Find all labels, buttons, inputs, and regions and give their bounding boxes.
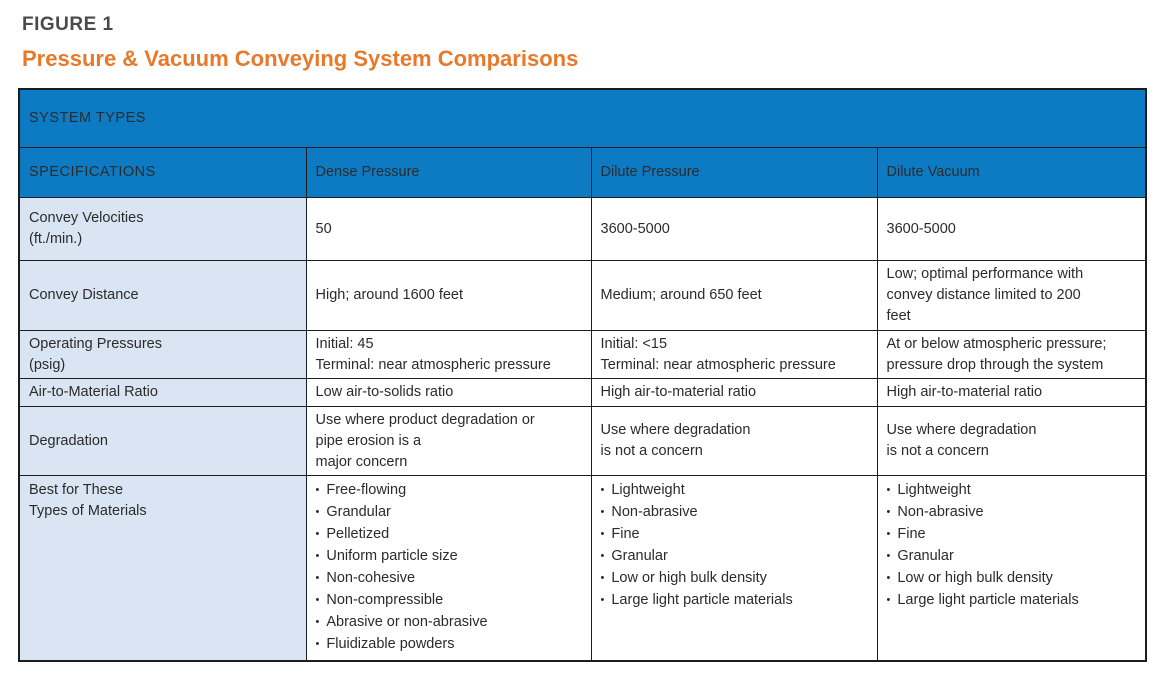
cell-dense-distance: High; around 1600 feet xyxy=(306,261,591,331)
cell-line: is not a concern xyxy=(886,443,989,459)
cell-dense-velocity: 50 xyxy=(306,198,591,261)
cell-line: Terminal: near atmospheric pressure xyxy=(315,356,551,373)
cell-dilute-pressure-distance: Medium; around 650 feet xyxy=(591,261,877,331)
list-item: • Uniform particle size xyxy=(316,546,582,568)
figure-title: Pressure & Vacuum Conveying System Comparisons xyxy=(22,46,579,71)
cell-line: Low; optimal performance with xyxy=(886,266,1084,282)
spec-line: Types of Materials xyxy=(29,503,147,519)
system-types-banner: SYSTEM TYPES xyxy=(19,89,1146,148)
cell-line: pressure drop through the system xyxy=(886,356,1104,373)
cell-line: is not a concern xyxy=(600,443,703,459)
row-degradation xyxy=(19,407,1146,476)
material-list xyxy=(316,480,582,656)
list-item: • Non-compressible xyxy=(316,590,582,612)
spec-line: Convey Velocities xyxy=(29,210,144,226)
spec-operating-pressures xyxy=(19,331,306,379)
row-air-to-material-ratio xyxy=(19,379,1146,407)
list-item: • Lightweight xyxy=(887,480,1137,502)
spec-line: (psig) xyxy=(29,356,66,373)
cell-line: Use where degradation xyxy=(600,422,751,438)
spec-convey-velocities xyxy=(19,198,306,261)
list-item: • Grandular xyxy=(316,502,582,524)
list-item: • Granular xyxy=(601,546,868,568)
list-item: • Fine xyxy=(601,524,868,546)
comparison-table xyxy=(18,88,1147,662)
cell-dense-pressure xyxy=(306,331,591,379)
spec-degradation: Degradation xyxy=(19,407,306,476)
cell-dilute-vacuum-velocity: 3600-5000 xyxy=(877,198,1146,261)
row-convey-velocities xyxy=(19,198,1146,261)
header-specifications: SPECIFICATIONS xyxy=(19,148,306,198)
figure-label: FIGURE 1 xyxy=(22,14,114,35)
cell-line: major concern xyxy=(315,453,408,470)
list-item: • Non-abrasive xyxy=(601,502,868,524)
cell-line: Initial: <15 xyxy=(600,335,668,352)
cell-line: Use where product degradation or xyxy=(315,411,535,428)
list-item: • Non-abrasive xyxy=(887,502,1137,524)
cell-dilute-vacuum-materials xyxy=(877,476,1146,662)
spec-air-to-material-ratio: Air-to-Material Ratio xyxy=(19,379,306,407)
list-item: • Granular xyxy=(887,546,1137,568)
spec-line: (ft./min.) xyxy=(29,231,83,247)
spec-line: Best for These xyxy=(29,482,124,498)
list-item: • Lightweight xyxy=(601,480,868,502)
cell-dilute-vacuum-distance xyxy=(877,261,1146,331)
cell-dense-materials xyxy=(306,476,591,662)
list-item: • Fine xyxy=(887,524,1137,546)
material-list xyxy=(887,480,1137,612)
cell-dilute-pressure-pressure xyxy=(591,331,877,379)
cell-dilute-pressure-ratio: High air-to-material ratio xyxy=(591,379,877,407)
list-item: • Pelletized xyxy=(316,524,582,546)
header-dense-pressure: Dense Pressure xyxy=(306,148,591,198)
banner-row xyxy=(19,89,1146,148)
list-item: • Non-cohesive xyxy=(316,568,582,590)
spec-convey-distance: Convey Distance xyxy=(19,261,306,331)
header-row xyxy=(19,148,1146,198)
row-materials xyxy=(19,476,1146,662)
cell-line: Use where degradation xyxy=(886,422,1037,438)
cell-dilute-vacuum-ratio: High air-to-material ratio xyxy=(877,379,1146,407)
cell-line: Initial: 45 xyxy=(315,335,374,352)
cell-dense-ratio: Low air-to-solids ratio xyxy=(306,379,591,407)
cell-line: convey distance limited to 200 xyxy=(886,287,1081,303)
spec-line: Operating Pressures xyxy=(29,335,162,352)
list-item: • Fluidizable powders xyxy=(316,634,582,656)
cell-line: feet xyxy=(886,308,911,324)
cell-dilute-vacuum-degradation xyxy=(877,407,1146,476)
header-dilute-pressure: Dilute Pressure xyxy=(591,148,877,198)
cell-dilute-pressure-degradation xyxy=(591,407,877,476)
cell-line: At or below atmospheric pressure; xyxy=(886,335,1107,352)
list-item: • Low or high bulk density xyxy=(887,568,1137,590)
row-convey-distance xyxy=(19,261,1146,331)
row-operating-pressures xyxy=(19,331,1146,379)
cell-line: Terminal: near atmospheric pressure xyxy=(600,356,836,373)
list-item: • Large light particle materials xyxy=(601,590,868,612)
list-item: • Abrasive or non-abrasive xyxy=(316,612,582,634)
cell-line: pipe erosion is a xyxy=(315,432,422,449)
cell-dense-degradation xyxy=(306,407,591,476)
cell-dilute-pressure-velocity: 3600-5000 xyxy=(591,198,877,261)
cell-dilute-vacuum-pressure xyxy=(877,331,1146,379)
list-item: • Large light particle materials xyxy=(887,590,1137,612)
spec-materials xyxy=(19,476,306,662)
cell-dilute-pressure-materials xyxy=(591,476,877,662)
material-list xyxy=(601,480,868,612)
list-item: • Low or high bulk density xyxy=(601,568,868,590)
list-item: • Free-flowing xyxy=(316,480,582,502)
header-dilute-vacuum: Dilute Vacuum xyxy=(877,148,1146,198)
